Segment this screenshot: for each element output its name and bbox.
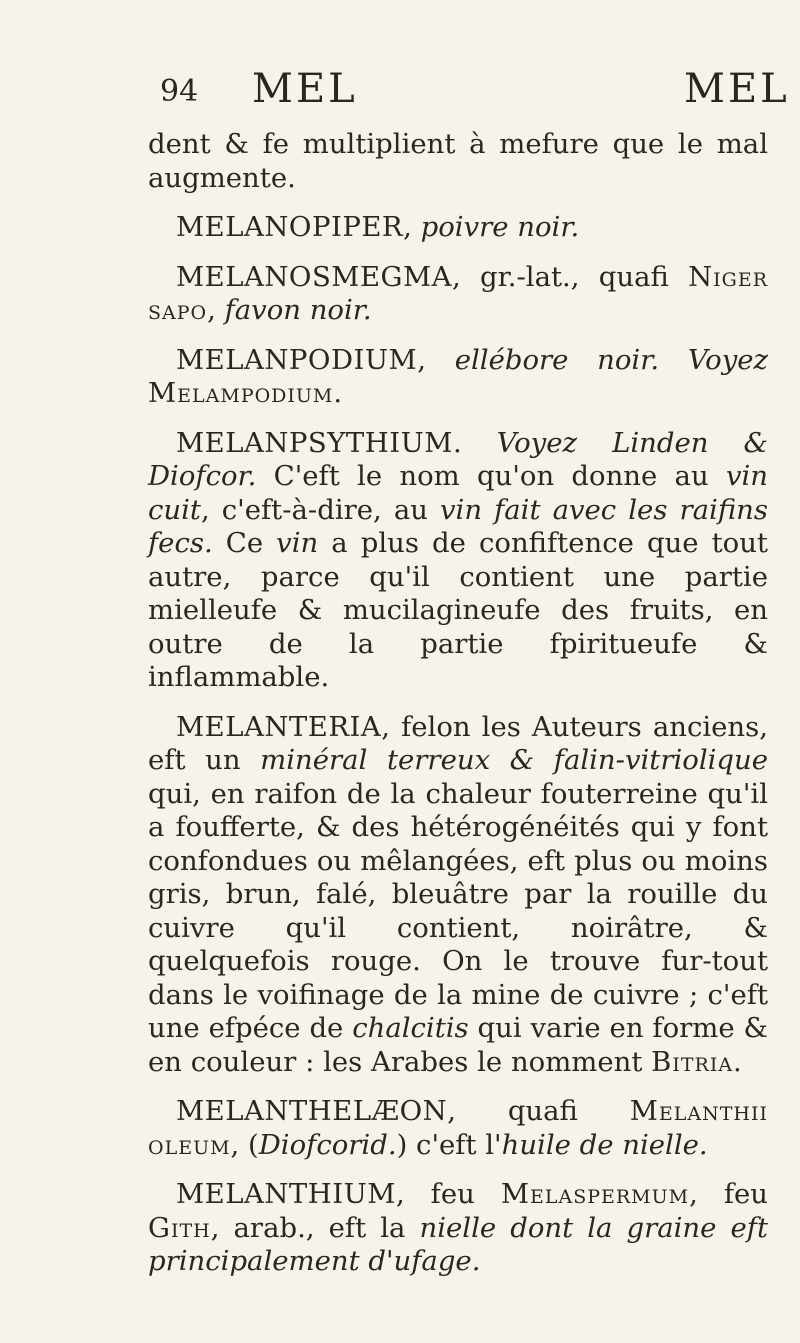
italic-text: ellébore noir. Voyez	[454, 343, 769, 376]
italic-text: vin	[276, 527, 319, 559]
entry-text: , c'eft-à-dire, au	[200, 493, 440, 526]
entry-text: , feu	[689, 1178, 769, 1210]
italic-text: minéral terreux & falin-vitriolique	[260, 744, 768, 776]
entry-text: dent & fe multiplient à mefure que le mal augmente.	[148, 128, 768, 194]
entry-melanpodium	[148, 344, 768, 411]
small-caps-text: Niger sapo	[148, 260, 768, 326]
page-number: 94	[160, 74, 199, 109]
headword: MELANPSYTHIUM	[176, 426, 453, 459]
entry-melanosmegma	[148, 261, 768, 328]
small-caps-text: Gith	[148, 1211, 211, 1244]
small-caps-text: Bitria.	[651, 1045, 743, 1078]
italic-text: vin fait avec les raifins fecs.	[148, 493, 768, 559]
headword: MELANOPIPER	[176, 211, 404, 243]
entry-text: , (	[230, 1128, 259, 1161]
italic-text: favon noir.	[224, 294, 372, 326]
headword: MELANTERIA	[176, 710, 382, 743]
entry-text: , quafi	[447, 1095, 630, 1127]
italic-text: nielle dont la graine eft principalement d'ufage.	[148, 1211, 768, 1277]
entry-melanopiper	[148, 211, 768, 245]
italic-text: chalcitis	[352, 1012, 469, 1044]
entry-text: , feu	[395, 1178, 501, 1210]
entry-text: ,	[417, 343, 455, 376]
entry-melanpsythium	[148, 427, 768, 695]
entry-melanteria	[148, 711, 768, 1080]
italic-text: Voyez Linden & Diofcor.	[148, 426, 768, 492]
headword: MELANTHELÆON	[176, 1095, 448, 1127]
entry-text: .	[452, 426, 497, 459]
entry-text: , arab., eft la	[210, 1211, 420, 1244]
italic-text: huile de nielle.	[501, 1128, 708, 1161]
entry-text: ,	[207, 294, 225, 326]
entry-text: , felon les Auteurs anciens, eft un	[148, 710, 768, 776]
running-header	[160, 66, 800, 112]
headword: MELANOSMEGMA	[176, 260, 453, 293]
italic-text: Diofcorid.	[258, 1128, 397, 1161]
small-caps-text: Melaspermum	[500, 1178, 690, 1210]
page-body	[148, 128, 768, 1279]
entry-text: qui varie en forme & en couleur : les Arabes le nomment	[148, 1012, 768, 1078]
entry-text: C'eft le nom qu'on donne au	[256, 460, 726, 492]
entry-text: ,	[403, 211, 421, 243]
entry-text: a plus de confiftence que tout autre, parce qu'il contient une partie mielleufe & mucilagineufe des fruits, en outre de la partie fpiritueufe & inflammable.	[148, 527, 768, 693]
small-caps-text: Melampodium.	[148, 377, 344, 409]
italic-text: vin cuit	[148, 460, 768, 526]
entry-melanthelaeon	[148, 1095, 768, 1162]
header-right-word: MEL	[684, 66, 790, 112]
headword: MELANPODIUM	[176, 343, 418, 376]
entry-melanthium	[148, 1178, 768, 1279]
small-caps-text: Melanthii oleum	[148, 1095, 768, 1161]
entry-text: , gr.-lat., quafi	[452, 260, 689, 293]
header-left-word: MEL	[252, 66, 358, 112]
entry-text: Ce	[212, 527, 277, 559]
headword: MELANTHIUM	[176, 1178, 396, 1210]
entry-continuation	[148, 128, 768, 195]
italic-text: poivre noir.	[420, 211, 580, 243]
entry-text: ) c'eft l'	[396, 1128, 502, 1161]
entry-text: qui, en raifon de la chaleur fouterreine qu'il a foufferte, & des hétérogénéités qui y font confondues ou mêlangées, eft plus ou moins gris, brun, falé, bleuâtre par la rouille du cuivre qu'il contient, noirâtre, & quelquefois rouge. On le trouve fur-tout dans le voifinage de la mine de cuivre ; c'eft une efpéce de	[148, 777, 768, 1044]
